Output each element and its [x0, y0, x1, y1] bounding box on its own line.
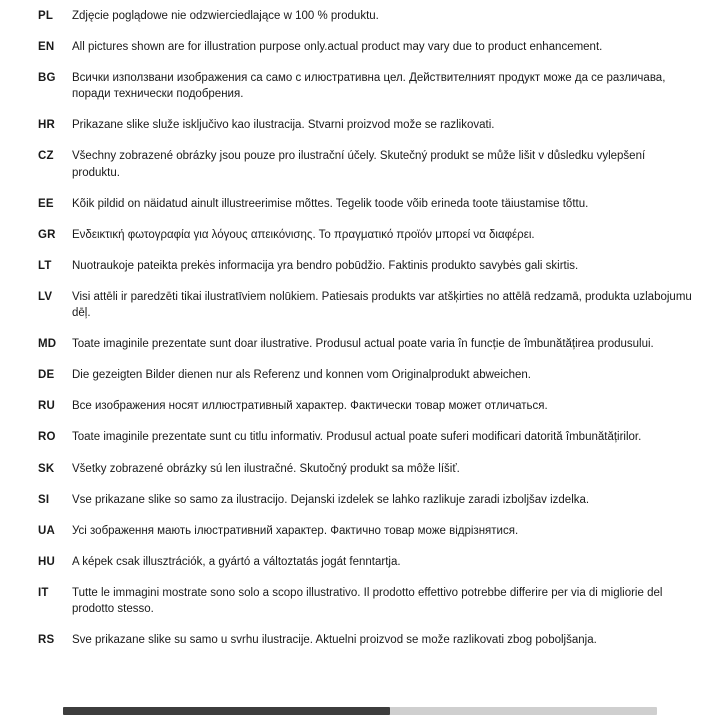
disclaimer-text: A képek csak illusztrációk, a gyártó a változtatás jogát fenntartja.	[72, 555, 401, 568]
language-code: HU	[38, 555, 56, 568]
disclaimer-text: Toate imaginile prezentate sunt cu titlu informativ. Produsul actual poate suferi modificari datorită îmbunătățirilor.	[72, 431, 642, 444]
disclaimer-row	[38, 289, 694, 321]
language-code: GR	[38, 228, 56, 241]
disclaimer-text: Prikazane slike služe isključivo kao ilustracija. Stvarni proizvod može se razlikovati.	[72, 119, 495, 132]
disclaimer-row	[38, 398, 694, 414]
language-code: EN	[38, 41, 55, 54]
disclaimer-text: Toate imaginile prezentate sunt doar ilustrative. Produsul actual poate varia în funcție de îmbunătățirea produsului.	[72, 338, 654, 351]
disclaimer-row	[38, 492, 694, 508]
disclaimer-row	[38, 554, 694, 570]
disclaimer-text: Ενδεικτική φωτογραφία για λόγους απεικόνισης. Το πραγματικό προϊόν μπορεί να διαφέρει.	[72, 228, 535, 241]
language-code: MD	[38, 338, 57, 351]
disclaimer-row	[38, 8, 694, 24]
horizontal-scrollbar[interactable]	[63, 707, 657, 715]
disclaimer-row	[38, 227, 694, 243]
disclaimer-row	[38, 429, 694, 445]
disclaimer-row	[38, 632, 694, 648]
disclaimer-text: Sve prikazane slike su samo u svrhu ilustracije. Aktuelni proizvod se može razlikovati zbog poboljšanja.	[72, 634, 597, 647]
disclaimer-row	[38, 39, 694, 55]
language-code: PL	[38, 10, 54, 22]
language-code: RO	[38, 431, 56, 444]
disclaimer-text: Die gezeigten Bilder dienen nur als Referenz und konnen vom Originalprodukt abweichen.	[72, 369, 532, 382]
disclaimer-row	[38, 336, 694, 352]
language-code: EE	[38, 197, 54, 210]
disclaimer-list	[38, 8, 694, 663]
disclaimer-row	[38, 148, 694, 180]
language-code: CZ	[38, 150, 54, 163]
language-code: DE	[38, 369, 55, 382]
disclaimer-row	[38, 70, 694, 102]
language-code: IT	[38, 586, 49, 599]
disclaimer-row	[38, 585, 694, 617]
disclaimer-row	[38, 367, 694, 383]
disclaimer-text: Kõik pildid on näidatud ainult illustreerimise mõttes. Tegelik toode võib erineda toote täiustamise tõttu.	[72, 197, 589, 210]
disclaimer-text: Всички използвани изображения са само с илюстративна цел. Действителният продукт може да се различава, поради технически подобрения.	[72, 72, 666, 101]
language-code: BG	[38, 72, 56, 85]
language-code: LV	[38, 290, 53, 303]
disclaimer-row	[38, 196, 694, 212]
language-code: LT	[38, 259, 52, 272]
disclaimer-text: Tutte le immagini mostrate sono solo a scopo illustrativo. Il prodotto effettivo potrebbe differire per via di migliorie del prodotto stesso.	[72, 586, 663, 615]
disclaimer-text: Nuotraukoje pateikta prekės informacija yra bendro pobūdžio. Faktinis produkto savybės gali skirtis.	[72, 259, 579, 272]
language-code: RS	[38, 634, 55, 647]
disclaimer-text: Všetky zobrazené obrázky sú len ilustračné. Skutočný produkt sa môže líšiť.	[72, 462, 460, 475]
language-code: SK	[38, 462, 55, 475]
disclaimer-row	[38, 258, 694, 274]
disclaimer-text: Visi attēli ir paredzēti tikai ilustratīviem nolūkiem. Patiesais produkts var atšķirties no attēlā redzamā, produkta uzlabojumu dēļ.	[72, 290, 692, 320]
disclaimer-text: Все изображения носят иллюстративный характер. Фактически товар может отличаться.	[72, 400, 548, 413]
language-code: HR	[38, 119, 56, 132]
language-code: SI	[38, 493, 50, 506]
language-code: RU	[38, 400, 56, 413]
disclaimer-row	[38, 461, 694, 477]
disclaimer-text: All pictures shown are for illustration purpose only.actual product may vary due to product enhancement.	[72, 41, 603, 54]
scrollbar-thumb[interactable]	[63, 707, 390, 715]
disclaimer-row	[38, 117, 694, 133]
disclaimer-text: Všechny zobrazené obrázky jsou pouze pro ilustrační účely. Skutečný produkt se může lišit v důsledku vylepšení produktu.	[72, 150, 646, 179]
disclaimer-text: Zdjęcie poglądowe nie odzwierciedlające w 100 % produktu.	[72, 10, 379, 22]
disclaimer-row	[38, 523, 694, 539]
disclaimer-text: Vse prikazane slike so samo za ilustracijo. Dejanski izdelek se lahko razlikuje zaradi izboljšav izdelka.	[72, 493, 590, 506]
language-code: UA	[38, 524, 56, 537]
disclaimer-text: Усі зображення мають ілюстративний характер. Фактично товар може відрізнятися.	[72, 524, 519, 537]
